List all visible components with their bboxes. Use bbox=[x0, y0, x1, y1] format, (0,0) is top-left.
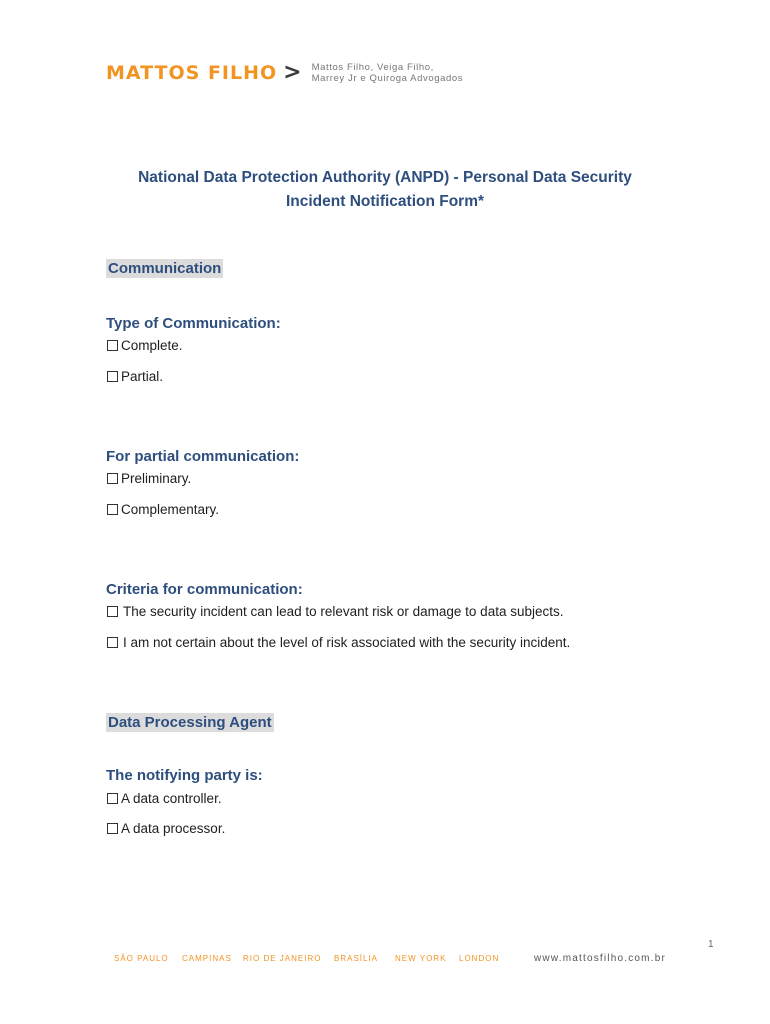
checkbox-icon[interactable] bbox=[107, 371, 118, 382]
option-uncertain-risk[interactable] bbox=[107, 635, 570, 650]
document-title-line-2: Incident Notification Form* bbox=[285, 193, 485, 210]
footer-city: NEW YORK bbox=[395, 954, 447, 963]
notifying-party-heading: The notifying party is: bbox=[106, 767, 263, 784]
option-complementary[interactable] bbox=[107, 502, 219, 517]
option-label: Complete. bbox=[121, 338, 183, 353]
footer-city: CAMPINAS bbox=[182, 954, 232, 963]
option-label: Complementary. bbox=[121, 502, 220, 517]
logo-subtitle bbox=[312, 62, 464, 84]
logo-subtitle-line-2: Marrey Jr e Quiroga Advogados bbox=[311, 73, 464, 84]
document-title bbox=[0, 166, 770, 214]
footer-city: RIO DE JANEIRO bbox=[243, 954, 322, 963]
checkbox-icon[interactable] bbox=[107, 637, 118, 648]
option-label: A data controller. bbox=[121, 791, 222, 806]
footer-city: BRASÍLIA bbox=[334, 954, 379, 963]
logo-subtitle-line-1: Mattos Filho, Veiga Filho, bbox=[311, 62, 434, 73]
option-data-controller[interactable] bbox=[107, 791, 222, 806]
option-label: A data processor. bbox=[121, 821, 226, 836]
chevron-right-icon: > bbox=[283, 60, 302, 85]
option-relevant-risk[interactable] bbox=[107, 604, 563, 619]
type-of-communication-heading: Type of Communication: bbox=[106, 315, 281, 332]
checkbox-icon[interactable] bbox=[107, 823, 118, 834]
option-partial[interactable] bbox=[107, 369, 163, 384]
footer-city: LONDON bbox=[459, 954, 500, 963]
checkbox-icon[interactable] bbox=[107, 504, 118, 515]
document-title-line-1: National Data Protection Authority (ANPD) - Personal Data Security bbox=[138, 169, 632, 186]
option-data-processor[interactable] bbox=[107, 821, 225, 836]
footer-city: SÃO PAULO bbox=[114, 954, 169, 963]
page-number: 1 bbox=[708, 939, 714, 950]
checkbox-icon[interactable] bbox=[107, 793, 118, 804]
partial-communication-heading: For partial communication: bbox=[106, 448, 300, 465]
logo bbox=[106, 62, 463, 84]
option-label: The security incident can lead to relevant risk or damage to data subjects. bbox=[123, 604, 564, 619]
option-complete[interactable] bbox=[107, 338, 183, 353]
section-heading-communication: Communication bbox=[108, 260, 222, 277]
section-heading-data-processing-agent: Data Processing Agent bbox=[108, 714, 272, 731]
logo-brand: MATTOS FILHO bbox=[106, 62, 278, 84]
footer-url[interactable]: www.mattosfilho.com.br bbox=[534, 953, 666, 964]
checkbox-icon[interactable] bbox=[107, 340, 118, 351]
option-label: Preliminary. bbox=[121, 471, 192, 486]
checkbox-icon[interactable] bbox=[107, 606, 118, 617]
option-preliminary[interactable] bbox=[107, 471, 191, 486]
criteria-heading: Criteria for communication: bbox=[106, 581, 303, 598]
option-label: I am not certain about the level of risk associated with the security incident. bbox=[123, 635, 571, 650]
checkbox-icon[interactable] bbox=[107, 473, 118, 484]
option-label: Partial. bbox=[121, 369, 164, 384]
